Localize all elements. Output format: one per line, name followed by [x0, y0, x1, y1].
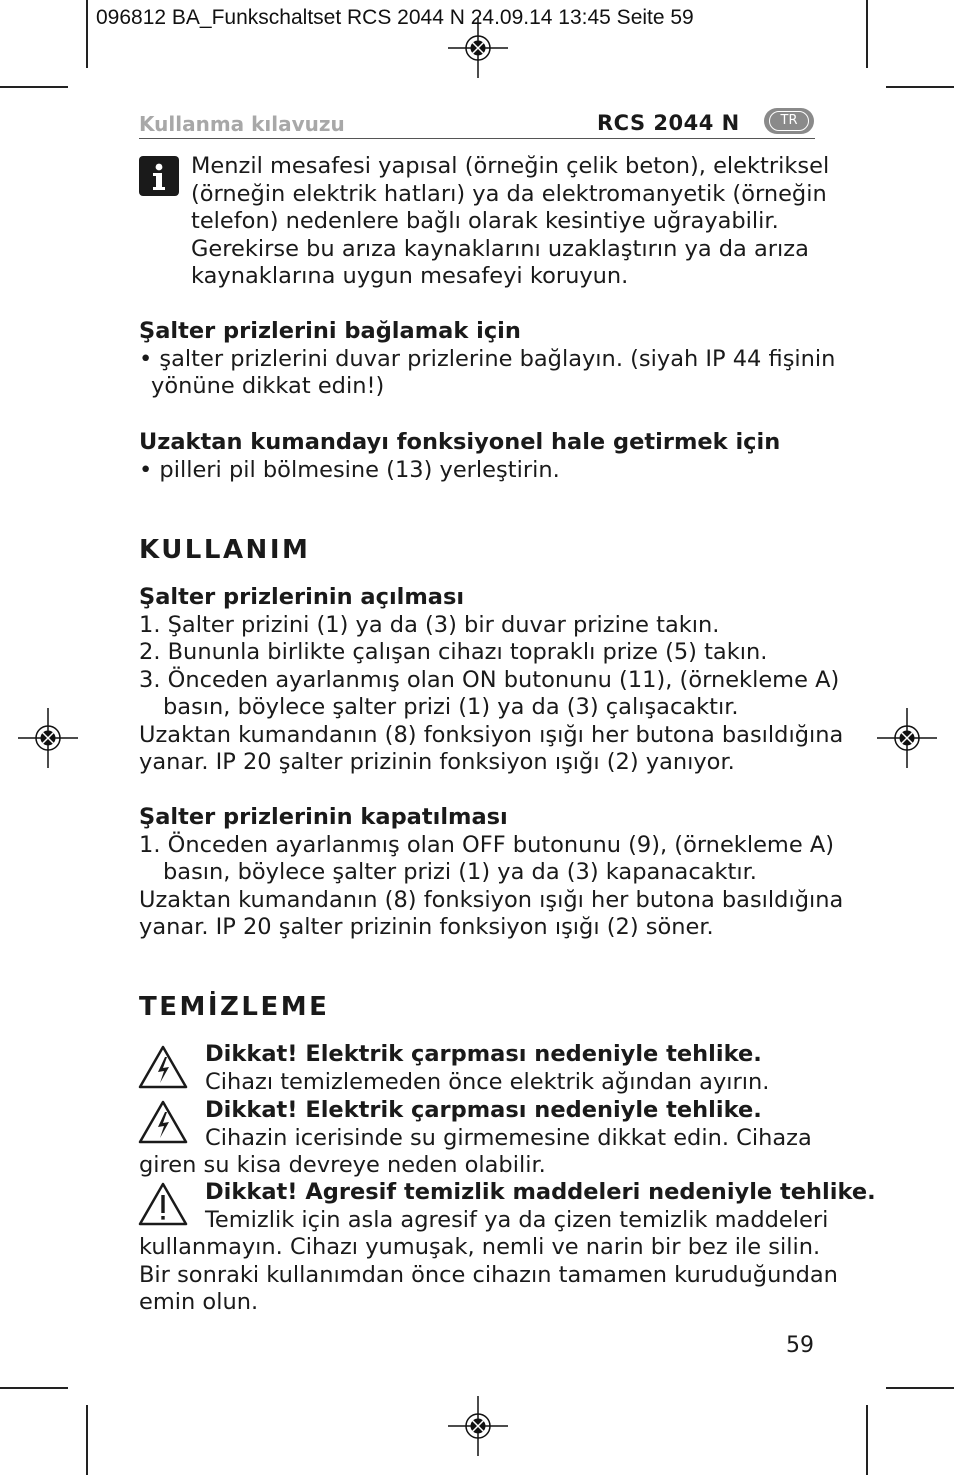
subheading: Şalter prizlerinin açılması	[139, 584, 465, 610]
text-line: yanar. IP 20 şalter prizinin fonksiyon ışığı (2) söner.	[139, 914, 714, 940]
text-line: kaynaklarına uygun mesafeyi koruyun.	[191, 263, 629, 289]
section-title-cleaning: TEMİZLEME	[139, 992, 330, 1022]
step-line: basın, böylece şalter prizi (1) ya da (3) çalışacaktır.	[163, 694, 739, 720]
warning-block	[205, 1041, 769, 1096]
page-number: 59	[786, 1333, 814, 1358]
warning-text: kullanmayın. Cihazı yumuşak, nemli ve narin bir bez ile silin.	[139, 1234, 821, 1260]
crop-mark	[886, 86, 954, 88]
text-line: Uzaktan kumandanın (8) fonksiyon ışığı her butona basıldığına	[139, 721, 844, 748]
registration-mark-icon	[448, 1396, 508, 1456]
warning-heading: Dikkat! Agresif temizlik maddeleri nedeniyle tehlike.	[205, 1179, 876, 1205]
running-header	[139, 110, 815, 139]
step-line: basın, böylece şalter prizi (1) ya da (3) kapanacaktır.	[163, 859, 757, 885]
warning-text: Bir sonraki kullanımdan önce cihazın tamamen kuruduğundan	[139, 1261, 838, 1288]
caution-warning-icon	[138, 1182, 188, 1226]
section-label: Kullanma kılavuzu	[139, 112, 345, 136]
warning-block	[205, 1179, 876, 1234]
warning-block	[205, 1097, 812, 1152]
crop-mark	[0, 86, 68, 88]
warning-text: giren su kisa devreye neden olabilir.	[139, 1152, 546, 1178]
crop-mark	[866, 1405, 868, 1475]
subheading: Şalter prizlerini bağlamak için	[139, 318, 521, 344]
step-line: 1. Şalter prizini (1) ya da (3) bir duvar prizine takın.	[139, 611, 720, 638]
registration-mark-icon	[18, 708, 78, 768]
bullet-line: • şalter prizlerini duvar prizlerine bağlayın. (siyah IP 44 fişinin	[139, 345, 836, 372]
info-icon	[139, 156, 179, 196]
language-code: TR	[769, 111, 809, 131]
remote-section	[139, 429, 780, 484]
registration-mark-icon	[448, 18, 508, 78]
crop-mark	[86, 0, 88, 68]
switch-on-section	[139, 584, 843, 777]
bullet-line: yönüne dikkat edin!)	[151, 373, 385, 399]
electric-shock-warning-icon	[138, 1045, 188, 1089]
crop-mark	[0, 1387, 68, 1389]
crop-mark	[886, 1387, 954, 1389]
text-line: Menzil mesafesi yapısal (örneğin çelik beton), elektriksel	[191, 153, 830, 179]
text-line: Gerekirse bu arıza kaynaklarını uzaklaştırın ya da arıza	[191, 235, 809, 262]
registration-mark-icon	[877, 708, 937, 768]
language-badge	[764, 108, 814, 134]
text-line: (örneğin elektrik hatları) ya da elektromanyetik (örneğin	[191, 180, 827, 207]
bullet-line: • pilleri pil bölmesine (13) yerleştirin.	[139, 456, 560, 483]
crop-mark	[866, 0, 868, 68]
warning-text: emin olun.	[139, 1289, 259, 1315]
warning-continuation	[139, 1234, 838, 1317]
text-line: yanar. IP 20 şalter prizinin fonksiyon ışığı (2) yanıyor.	[139, 749, 735, 775]
step-line: 2. Bununla birlikte çalışan cihazı topraklı prize (5) takın.	[139, 639, 768, 665]
step-line: 3. Önceden ayarlanmış olan ON butonunu (11), (örnekleme A)	[139, 666, 840, 693]
info-note-text	[191, 153, 829, 291]
warning-heading: Dikkat! Elektrik çarpması nedeniyle tehlike.	[205, 1041, 762, 1067]
subheading: Şalter prizlerinin kapatılması	[139, 804, 508, 830]
text-line: Uzaktan kumandanın (8) fonksiyon ışığı her butona basıldığına	[139, 886, 844, 913]
text-line: telefon) nedenlere bağlı olarak kesintiye uğrayabilir.	[191, 208, 779, 234]
model-label: RCS 2044 N	[597, 111, 740, 135]
warning-heading: Dikkat! Elektrik çarpması nedeniyle tehlike.	[205, 1097, 762, 1123]
warning-text: Cihazin icerisinde su girmemesine dikkat edin. Cihaza	[205, 1124, 812, 1151]
step-line: 1. Önceden ayarlanmış olan OFF butonunu (9), (örnekleme A)	[139, 831, 834, 858]
print-slug: 096812 BA_Funkschaltset RCS 2044 N 24.09.14 13:45 Seite 59	[96, 6, 694, 29]
connect-section	[139, 318, 835, 401]
electric-shock-warning-icon	[138, 1100, 188, 1144]
switch-off-section	[139, 804, 843, 942]
warning-text: Cihazı temizlemeden önce elektrik ağından ayırın.	[205, 1068, 770, 1095]
warning-text: Temizlik için asla agresif ya da çizen temizlik maddeleri	[205, 1206, 829, 1233]
section-title-usage: KULLANIM	[139, 535, 311, 565]
crop-mark	[86, 1405, 88, 1475]
subheading: Uzaktan kumandayı fonksiyonel hale getirmek için	[139, 429, 781, 455]
